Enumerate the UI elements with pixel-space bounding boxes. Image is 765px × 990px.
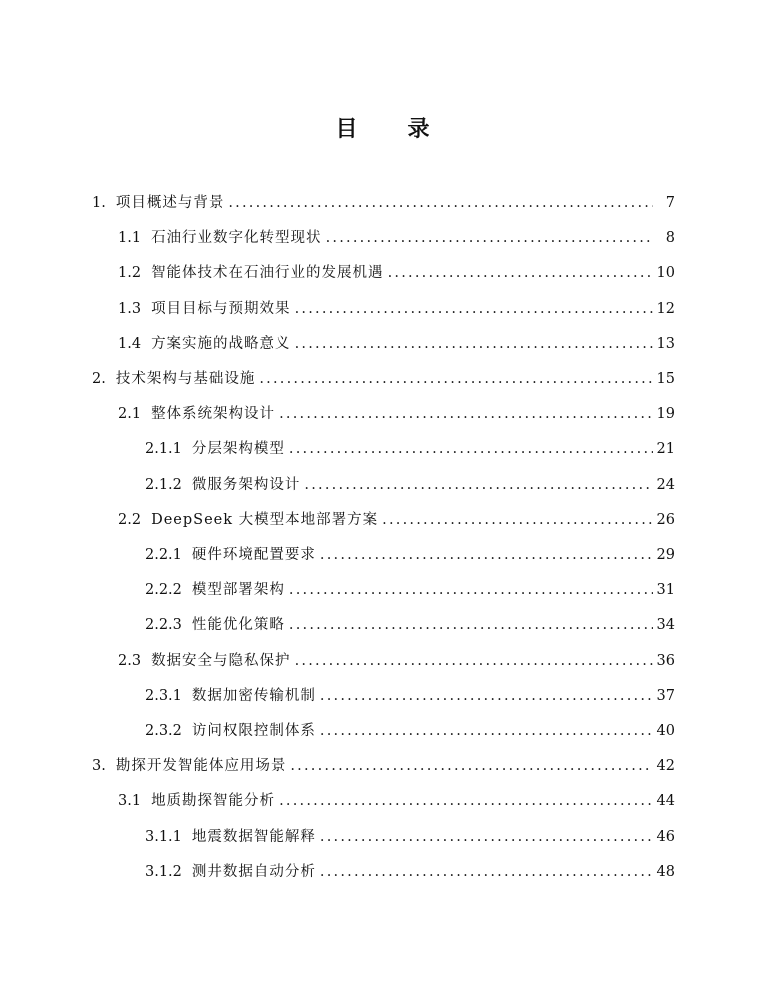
toc-entry-title: 数据加密传输机制 <box>191 687 316 704</box>
dot-leader <box>295 336 653 352</box>
toc-entry[interactable] <box>145 719 675 741</box>
toc-entry-title: 性能优化策略 <box>191 617 285 634</box>
toc-entry-number: 1.2 <box>118 265 142 282</box>
toc-entry[interactable] <box>92 754 675 776</box>
toc-entry-title: 方案实施的战略意义 <box>151 335 291 352</box>
toc-entry-number: 2.1.1 <box>145 441 182 458</box>
dot-leader <box>326 230 653 246</box>
toc-entry-number: 2.2.1 <box>145 547 182 563</box>
toc-entry-page-number: 29 <box>656 547 675 563</box>
toc-entry-title: DeepSeek 大模型本地部署方案 <box>151 511 379 528</box>
toc-entry-page-number: 31 <box>656 582 675 599</box>
toc-entry[interactable] <box>145 473 675 495</box>
dot-leader <box>382 512 652 528</box>
toc-entry-number: 3.1.1 <box>145 828 182 845</box>
dot-leader <box>295 653 653 669</box>
page-title <box>0 112 765 143</box>
toc-entry[interactable] <box>92 191 675 213</box>
toc-entry-page-number: 42 <box>656 758 675 775</box>
toc-entry-title: 模型部署架构 <box>191 582 285 599</box>
toc-entry-page-number: 44 <box>656 793 675 810</box>
toc-entry-number: 1. <box>92 195 106 211</box>
toc-entry[interactable] <box>118 508 675 530</box>
toc-entry-number: 2. <box>92 371 106 387</box>
dot-leader <box>320 864 653 880</box>
toc-entry-page-number: 15 <box>656 371 675 387</box>
toc-entry-page-number: 13 <box>656 335 675 352</box>
dot-leader <box>289 582 653 598</box>
toc-entry-title: 项目目标与预期效果 <box>151 300 291 317</box>
toc-entry-page-number: 19 <box>656 406 675 423</box>
toc-entry-number: 2.2.2 <box>145 582 182 599</box>
toc-entry-title: 地质勘探智能分析 <box>151 793 276 810</box>
toc-entry-number: 2.2.3 <box>145 617 182 634</box>
toc-entry-number: 2.3 <box>118 652 142 669</box>
toc-entry-number: 3. <box>92 758 106 775</box>
dot-leader <box>320 688 653 704</box>
toc-entry-number: 3.1.2 <box>145 863 182 880</box>
dot-leader <box>295 301 653 317</box>
toc-entry[interactable] <box>145 437 675 459</box>
toc-entry-number: 2.3.2 <box>145 723 182 739</box>
toc-entry[interactable] <box>118 226 675 248</box>
dot-leader <box>279 793 652 809</box>
toc-entry-title: 项目概述与背景 <box>115 195 225 211</box>
toc-entry-title: 数据安全与隐私保护 <box>151 652 291 669</box>
toc-entry-number: 2.2 <box>118 511 142 528</box>
toc-entry-page-number: 7 <box>665 195 675 211</box>
toc-entry-page-number: 34 <box>656 617 675 634</box>
toc-entry-number: 1.3 <box>118 300 142 317</box>
dot-leader <box>320 547 653 563</box>
toc-entry[interactable] <box>118 297 675 319</box>
title-char-2: 录 <box>407 117 430 142</box>
toc-entry[interactable] <box>145 578 675 600</box>
toc-entry-title: 整体系统架构设计 <box>151 406 276 423</box>
toc-entry-page-number: 10 <box>656 265 675 282</box>
dot-leader <box>388 265 653 281</box>
toc-entry-title: 分层架构模型 <box>191 441 285 458</box>
dot-leader <box>259 371 652 387</box>
dot-leader <box>289 441 653 457</box>
toc-entry-title: 微服务架构设计 <box>191 476 301 493</box>
toc-entry-title: 智能体技术在石油行业的发展机遇 <box>151 265 384 282</box>
toc-entry-title: 硬件环境配置要求 <box>191 547 316 563</box>
toc-entry[interactable] <box>118 402 675 424</box>
toc-entry-page-number: 40 <box>656 723 675 739</box>
dot-leader <box>304 477 652 493</box>
toc-entry-number: 3.1 <box>118 793 142 810</box>
toc-entry-title: 访问权限控制体系 <box>191 723 316 739</box>
toc-entry[interactable] <box>118 332 675 354</box>
toc-entry[interactable] <box>145 825 675 847</box>
toc-entry[interactable] <box>145 613 675 635</box>
dot-leader <box>290 758 652 774</box>
dot-leader <box>279 406 652 422</box>
toc-entry-number: 2.1.2 <box>145 476 182 493</box>
toc-entry[interactable] <box>145 543 675 565</box>
toc-entry-page-number: 8 <box>665 230 675 247</box>
dot-leader <box>289 617 653 633</box>
toc-entry-page-number: 48 <box>656 863 675 880</box>
toc-entry-number: 2.1 <box>118 406 142 423</box>
toc-entry[interactable] <box>118 649 675 671</box>
toc-entry-page-number: 12 <box>656 300 675 317</box>
toc-entry-title: 石油行业数字化转型现状 <box>151 230 322 247</box>
toc-entry-page-number: 36 <box>656 652 675 669</box>
toc-entry-page-number: 37 <box>656 687 675 704</box>
title-char-1: 目 <box>335 117 358 142</box>
toc-entry-title: 地震数据智能解释 <box>191 828 316 845</box>
toc-entry[interactable] <box>118 261 675 283</box>
toc-entry-number: 1.1 <box>118 230 142 247</box>
toc-entry-page-number: 24 <box>656 476 675 493</box>
dot-leader <box>320 829 653 845</box>
toc-entry-title: 测井数据自动分析 <box>191 863 316 880</box>
toc-entry[interactable] <box>145 860 675 882</box>
toc-entry[interactable] <box>118 789 675 811</box>
toc-entry-number: 1.4 <box>118 335 142 352</box>
toc-entry-number: 2.3.1 <box>145 687 182 704</box>
dot-leader <box>228 195 653 211</box>
toc-entry[interactable] <box>92 367 675 389</box>
toc-entry-page-number: 26 <box>656 511 675 528</box>
toc-entry-page-number: 21 <box>656 441 675 458</box>
toc-entry-title: 技术架构与基础设施 <box>115 371 256 387</box>
dot-leader <box>320 723 653 739</box>
toc-entry-page-number: 46 <box>656 828 675 845</box>
toc-entry-title: 勘探开发智能体应用场景 <box>115 758 287 775</box>
toc-entry[interactable] <box>145 684 675 706</box>
